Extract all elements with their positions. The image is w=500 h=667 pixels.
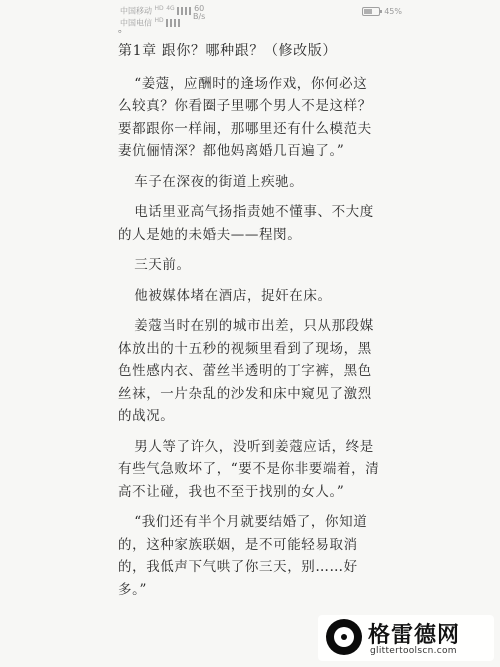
status-right (362, 7, 402, 16)
network-speed (193, 5, 205, 21)
status-bar (0, 0, 500, 26)
site-watermark (318, 615, 494, 661)
paragraph-7: 男人等了许久，没听到姜蔻应话，终是有些气急败坏了，“要不是你非要端着，清高不让碰，我也不至于找别的女人。” (118, 438, 380, 500)
carrier-2-name: 中国电信 (120, 18, 152, 28)
network-speed-unit: B/s (193, 12, 206, 21)
paragraph-5: 他被媒体堵在酒店，捉奸在床。 (134, 287, 332, 304)
paragraph-3: 电话里亚高气扬指责她不懂事、不大度的人是她的未婚夫——程閔。 (118, 204, 374, 243)
reader-content[interactable] (118, 40, 380, 609)
carrier-line-2 (120, 16, 191, 28)
watermark-logo-icon (326, 619, 362, 655)
network-type-tag: 4G (166, 5, 175, 12)
watermark-url: glittertoolscn.com (370, 646, 457, 656)
carrier-info (120, 4, 191, 27)
battery-percentage: 45% (384, 7, 402, 16)
signal-icon (166, 19, 180, 27)
signal-icon (177, 7, 191, 15)
carrier-1-hd-tag: HD (154, 5, 164, 12)
network-speed-value: 60 (194, 4, 205, 13)
carrier-line-1 (120, 4, 191, 16)
chapter-title: 第1章 跟你？哪种跟？（修改版） (118, 43, 337, 59)
paragraph-2: 车子在深夜的街道上疾驰。 (134, 173, 304, 190)
page-marker: 。 (118, 24, 128, 35)
paragraph-1: “姜蔻，应酬时的逢场作戏，你何必这么较真？你看圈子里哪个男人不是这样？要都跟你一样闹，那哪里还有什么模范夫妻伉俪情深？都他妈离婚几百遍了。” (118, 75, 372, 159)
watermark-name: 格雷德网 (368, 623, 461, 648)
carrier-1-name: 中国移动 (120, 6, 152, 16)
paragraph-4: 三天前。 (134, 257, 191, 273)
paragraph-6: 姜蔻当时在别的城市出差，只从那段媒体放出的十五秒的视频里看到了现场，黑色性感内衣、蕾丝半透明的丁字裤，黑色丝袜，一片杂乱的沙发和床中窥见了激烈的战况。 (118, 318, 374, 424)
paragraph-8: “我们还有半个月就要结婚了，你知道的，这种家族联姻，是不可能轻易取消的，我低声下气哄了你三天，别……好多。” (118, 514, 368, 598)
carrier-2-hd-tag: HD (154, 16, 164, 24)
battery-icon (362, 7, 380, 16)
